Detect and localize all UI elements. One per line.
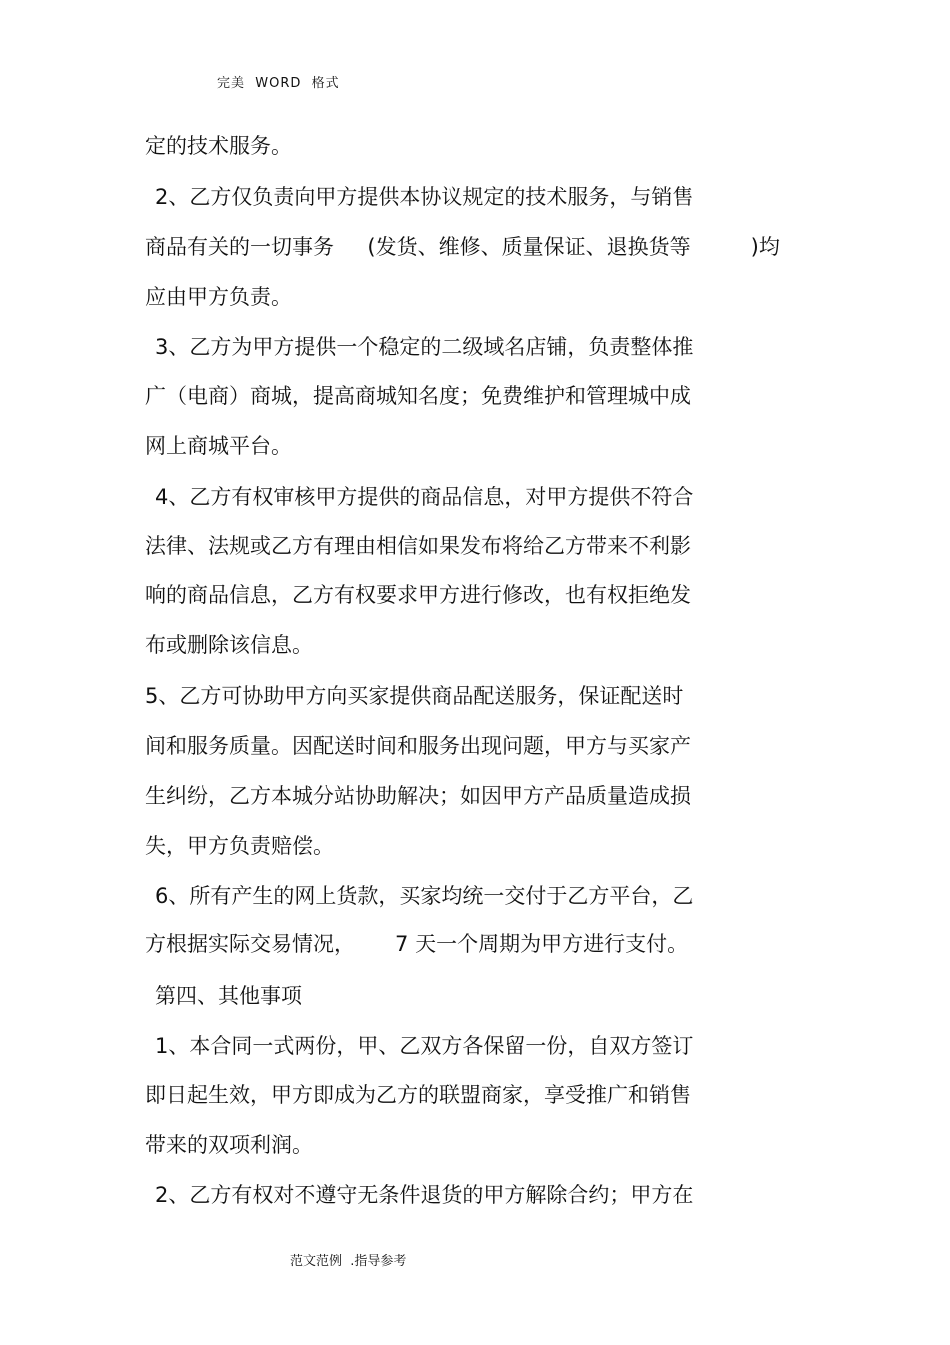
- body-line: 2、乙方有权对不遵守无条件退货的甲方解除合约；甲方在: [155, 1183, 694, 1207]
- body-line: 法律、法规或乙方有理由相信如果发布将给乙方带来不利影: [145, 534, 691, 558]
- body-line: 2、乙方仅负责向甲方提供本协议规定的技术服务，与销售: [155, 185, 694, 209]
- page-header: 完美 WORD 格式: [217, 76, 340, 91]
- page-footer: 范文范例 .指导参考: [290, 1254, 407, 1269]
- body-line: 3、乙方为甲方提供一个稳定的二级域名店铺，负责整体推: [155, 335, 694, 359]
- body-line: 带来的双项利润。: [145, 1133, 313, 1157]
- body-line: 即日起生效，甲方即成为乙方的联盟商家，享受推广和销售: [145, 1083, 691, 1107]
- body-line: 6、所有产生的网上货款，买家均统一交付于乙方平台，乙: [155, 884, 694, 908]
- body-line: 4、乙方有权审核甲方提供的商品信息，对甲方提供不符合: [155, 485, 694, 509]
- section-heading: 第四、其他事项: [155, 984, 302, 1008]
- body-line: 响的商品信息，乙方有权要求甲方进行修改，也有权拒绝发: [145, 583, 691, 607]
- body-line: 广（电商）商城，提高商城知名度；免费维护和管理城中成: [145, 384, 691, 408]
- body-line: 1、本合同一式两份，甲、乙双方各保留一份，自双方签订: [155, 1034, 694, 1058]
- body-line: 定的技术服务。: [145, 134, 292, 158]
- body-line: 布或删除该信息。: [145, 633, 313, 657]
- body-line: 间和服务质量。因配送时间和服务出现问题，甲方与买家产: [145, 734, 691, 758]
- body-line: 商品有关的一切事务 (发货、维修、质量保证、退换货等 )均: [145, 235, 780, 259]
- body-line: 5、乙方可协助甲方向买家提供商品配送服务，保证配送时: [145, 684, 684, 708]
- body-line: 失，甲方负责赔偿。: [145, 834, 334, 858]
- body-line: 应由甲方负责。: [145, 285, 292, 309]
- body-line: 生纠纷，乙方本城分站协助解决；如因甲方产品质量造成损: [145, 784, 691, 808]
- body-line: 网上商城平台。: [145, 434, 292, 458]
- body-line: 方根据实际交易情况， 7 天一个周期为甲方进行支付。: [145, 932, 689, 956]
